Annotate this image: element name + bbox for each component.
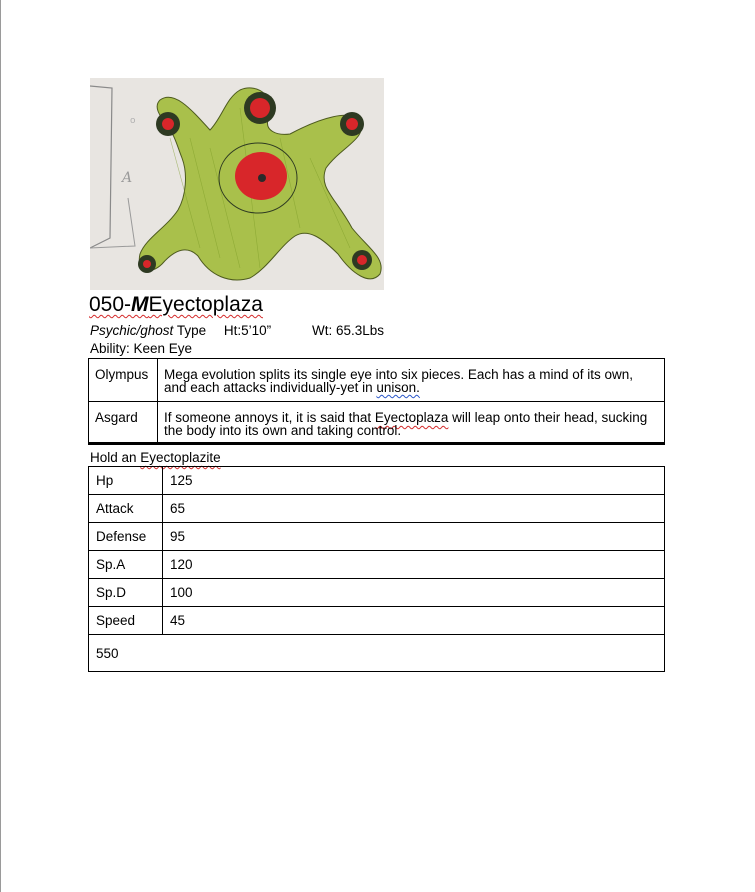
- creature-drawing: [90, 78, 384, 290]
- stat-value: 125: [163, 467, 665, 495]
- hold-item-name: Eyectoplazite: [140, 450, 221, 465]
- creature-drawing-svg: [90, 78, 384, 290]
- stat-name: Hp: [89, 467, 163, 495]
- dex-text: Mega evolution splits its single eye into six pieces. Each has a mind of its own, and each attacks individually-yet in: [164, 367, 633, 395]
- stat-value: 95: [163, 523, 665, 551]
- svg-text:A: A: [122, 170, 133, 186]
- hold-item-line: [90, 450, 221, 465]
- dex-text-head: If someone annoys it, it is said that: [164, 410, 375, 425]
- stat-row: [89, 495, 665, 523]
- stat-total: 550: [89, 635, 665, 672]
- hold-prefix: Hold an: [90, 450, 141, 465]
- ability-line: Ability: Keen Eye: [90, 341, 193, 356]
- dex-region-cell: Olympus: [89, 359, 158, 402]
- dex-row-asgard: [89, 402, 665, 444]
- stat-row: [89, 523, 665, 551]
- dex-text-flagged: unison.: [376, 380, 420, 395]
- stat-total-row: [89, 635, 665, 672]
- stat-value: 45: [163, 607, 665, 635]
- stat-value: 100: [163, 579, 665, 607]
- dex-entries-table: [88, 358, 665, 445]
- stat-row: [89, 579, 665, 607]
- height-value: Ht:5’10”: [223, 323, 272, 338]
- stat-row: [89, 607, 665, 635]
- stat-value: 65: [163, 495, 665, 523]
- dex-region-cell: Asgard: [89, 402, 158, 444]
- type-line: [90, 323, 385, 338]
- entry-number: 050-: [89, 293, 132, 316]
- dex-text-flagged: Eyectoplaza: [374, 410, 449, 425]
- stats-table: [88, 466, 665, 672]
- dex-text: will leap onto their head, sucking the body into its own and taking control.: [164, 410, 648, 438]
- mega-mark: M: [131, 293, 149, 316]
- type-name: Psychic/ghost: [90, 323, 174, 338]
- dex-text-cell: [158, 402, 665, 444]
- stat-name: Speed: [89, 607, 163, 635]
- page-title: [89, 292, 263, 318]
- stat-name: Sp.D: [89, 579, 163, 607]
- dex-row-olympus: [89, 359, 665, 402]
- dex-text-cell: [158, 359, 665, 402]
- stat-name: Attack: [89, 495, 163, 523]
- entry-name: Eyectoplaza: [148, 293, 263, 316]
- stat-name: Sp.A: [89, 551, 163, 579]
- stat-name: Defense: [89, 523, 163, 551]
- weight-value: Wt: 65.3Lbs: [312, 323, 385, 338]
- stat-row: [89, 467, 665, 495]
- stat-value: 120: [163, 551, 665, 579]
- svg-text:o: o: [130, 116, 136, 126]
- page-edge: [0, 0, 1, 892]
- stat-row: [89, 551, 665, 579]
- type-word: Type: [176, 323, 207, 338]
